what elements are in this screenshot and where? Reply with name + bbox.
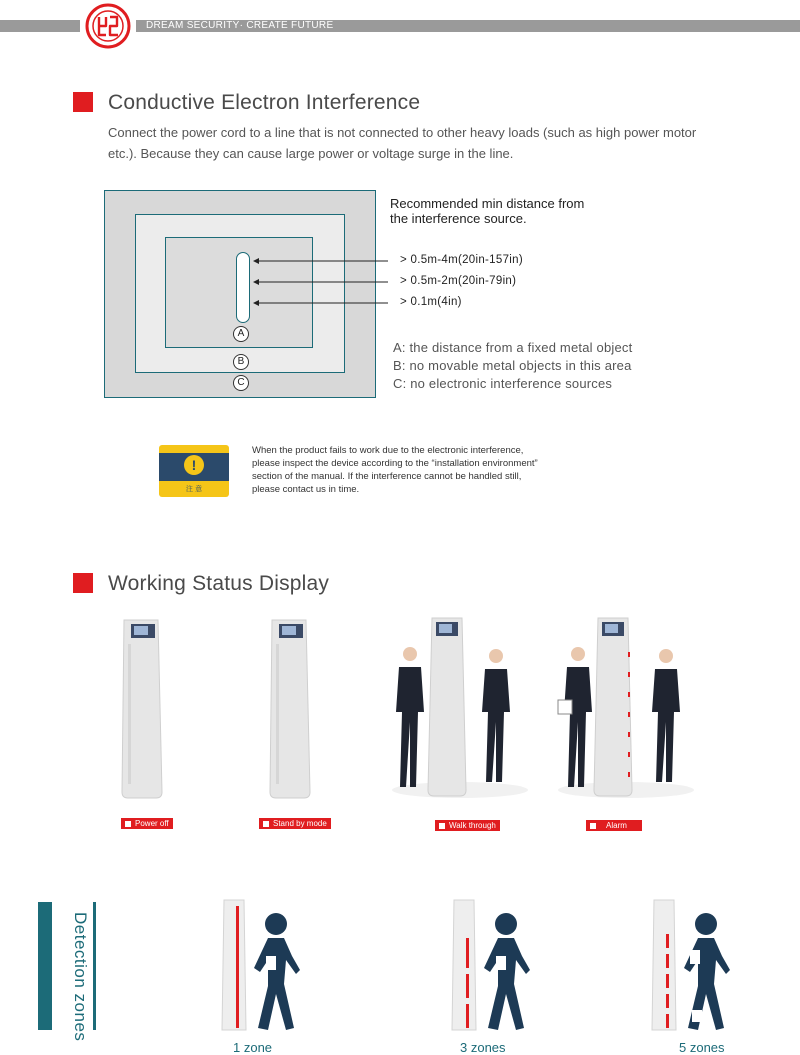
status-text-stand-by: Stand by mode [273, 819, 327, 828]
zone-label-3: 3 zones [460, 1040, 506, 1055]
status-text-power-off: Power off [135, 819, 169, 828]
header-bar-left [0, 20, 80, 32]
legend-b: B: no movable metal objects in this area [393, 358, 632, 373]
detection-zones-line [93, 902, 96, 1030]
gate-walk-through [390, 612, 530, 802]
distance-b: > 0.5m-2m(20in-79in) [400, 275, 517, 287]
diagram-caption-line1: Recommended min distance from [390, 196, 585, 211]
zone-3-diagram [444, 898, 544, 1034]
gate-alarm [556, 612, 696, 802]
status-label-walk-through [435, 820, 500, 831]
legend-a: A: the distance from a fixed metal object [393, 340, 633, 355]
legend-c: C: no electronic interference sources [393, 376, 613, 391]
distance-c: > 0.5m-4m(20in-157in) [400, 254, 523, 266]
marker-b: B [233, 354, 249, 370]
notice-text [252, 444, 592, 496]
warning-badge-text: 注 意 [185, 485, 203, 493]
dream-security-logo-icon [84, 2, 132, 50]
section-marker [73, 92, 93, 112]
section-marker [73, 573, 93, 593]
status-label-stand-by [259, 818, 331, 829]
zone-label-1: 1 zone [233, 1040, 273, 1055]
status-label-power-off [121, 818, 173, 829]
gate-power-off [118, 616, 168, 800]
warning-icon: ! [184, 455, 204, 475]
header-tagline: DREAM SECURITY· CREATE FUTURE [146, 20, 334, 31]
brand-logo [84, 2, 132, 50]
notice-line-4: please contact us in time. [252, 484, 360, 495]
section-title-status: Working Status Display [108, 572, 330, 595]
warning-badge [159, 445, 229, 497]
zone-label-5: 5 zones [679, 1040, 725, 1055]
notice-line-1: When the product fails to work due to the electronic interference, [252, 445, 524, 456]
interference-paragraph: Connect the power cord to a line that is not connected to other heavy loads (such as high power motor etc.). Because they can cause large power or voltage surge in the line. [108, 125, 697, 161]
marker-c: C [233, 375, 249, 391]
zone-1-diagram [214, 898, 314, 1034]
diagram-caption [390, 196, 584, 226]
diagram-legend [393, 339, 632, 393]
zone-5-diagram [644, 898, 744, 1034]
status-label-alarm [586, 820, 642, 831]
detection-zones-title: Detection zones [71, 912, 90, 1042]
diagram-caption-line2: the interference source. [390, 211, 527, 226]
marker-a: A [233, 326, 249, 342]
distance-a: > 0.1m(4in) [400, 296, 462, 308]
section-title-interference: Conductive Electron Interference [108, 91, 421, 114]
notice-line-3: section of the manual. If the interference cannot be handled still, [252, 471, 522, 482]
detection-zones-bar [38, 902, 52, 1030]
status-text-walk-through: Walk through [449, 821, 496, 830]
distance-arrows [248, 250, 398, 314]
notice-line-2: please inspect the device according to the “installation environment” [252, 458, 538, 469]
gate-stand-by [266, 616, 316, 800]
status-text-alarm: Alarm [606, 821, 627, 830]
